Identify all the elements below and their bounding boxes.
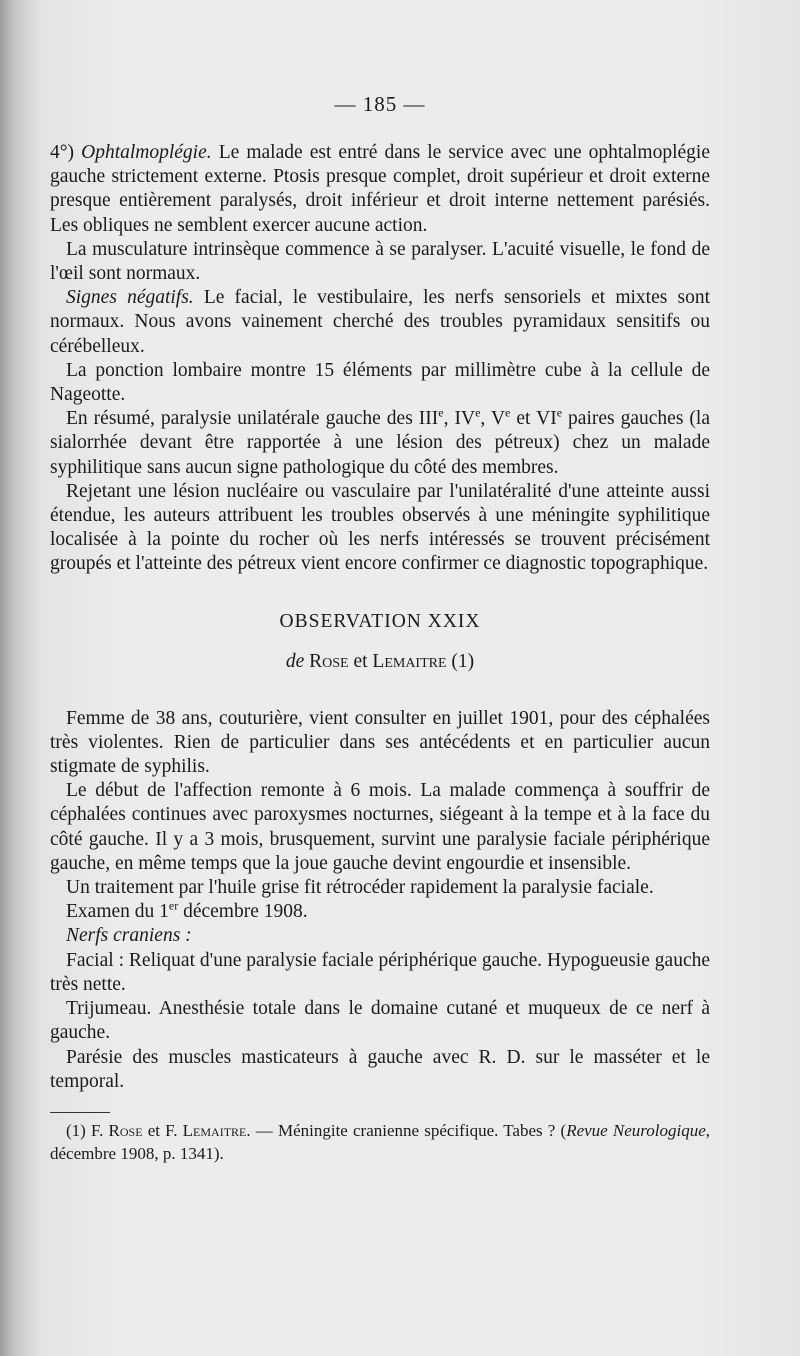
- paragraph-musculature: La musculature intrinsèque commence à se paralyser. L'acuité visuelle, le fond de l'œil sont normaux.: [50, 238, 710, 285]
- footnote-rule: [50, 1112, 110, 1113]
- paragraph-trijumeau: Trijumeau. Anesthésie totale dans le domaine cutané et muqueux de ce nerf à gauche.: [50, 998, 710, 1044]
- paragraph-signes-negatifs: Signes négatifs. Le facial, le vestibulaire, les nerfs sensoriels et mixtes sont normaux. Nous avons vainement cherché des troubles pyramidaux sensitifs ou cérébelleux.: [50, 287, 710, 357]
- paragraph-debut: Le début de l'affection remonte à 6 mois. La malade commença à souffrir de céphalées continues avec paroxysmes nocturnes, siégeant à la tempe et à la face du côté gauche. Il y a 3 mois, brusquement, survint une paralysie faciale périphérique gauche, en même temps que la joue gauche devint engourdie et insensible.: [50, 780, 710, 874]
- nerfs-craniens-heading: Nerfs craniens :: [66, 925, 192, 947]
- signes-negatifs-heading: Signes négatifs.: [66, 287, 194, 309]
- observation-title: OBSERVATION XXIX: [279, 610, 481, 632]
- paragraph-paresie: Parésie des muscles masticateurs à gauche avec R. D. sur le masséter et le temporal.: [50, 1046, 710, 1092]
- ophtalmoplegie-heading: Ophtalmoplégie.: [81, 142, 212, 163]
- paragraph-examen: Examen du 1er décembre 1908.: [66, 898, 308, 923]
- paragraph-ophtalmoplegie: 4°) Ophtalmoplégie. Le malade est entré dans le service avec une ophtalmoplégie gauche strictement externe. Ptosis presque complet, droit supérieur et droit externe presque entièrement paralysés, droit inférieur et droit interne nettement parésiés. Les obliques ne semblent exercer aucune action.: [50, 142, 710, 236]
- paragraph-resume: En résumé, paralysie unilatérale gauche des IIIe, IVe, Ve et VIe paires gauches (la sialorrhée devant être rapportée à une lésion des pétreux) chez un malade syphilitique sans aucun signe pathologique du côté des membres.: [50, 405, 711, 478]
- footnote-ref: (1): [446, 650, 475, 672]
- paragraph-facial: Facial : Reliquat d'une paralysie faciale périphérique gauche. Hypogueusie gauche très nette.: [50, 949, 710, 995]
- paragraph-ponction: La ponction lombaire montre 15 éléments par millimètre cube à la cellule de Nageotte.: [50, 359, 710, 406]
- page-content: [50, 92, 710, 1165]
- paragraph-femme: Femme de 38 ans, couturière, vient consulter en juillet 1901, pour des céphalées très violentes. Rien de particulier dans ses antécédents et en particulier aucun stigmate de syphilis.: [50, 707, 710, 778]
- paragraph-traitement: Un traitement par l'huile grise fit rétrocéder rapidement la paralysie faciale.: [66, 877, 654, 899]
- observation-authors: de Rose et Lemaitre (1): [285, 650, 475, 672]
- footnote: (1) F. Rose et F. Lemaitre. — Méningite cranienne spécifique. Tabes ? (Revue Neurologique, décembre 1908, p. 1341).: [50, 1120, 710, 1163]
- page-number: — 185 —: [334, 92, 426, 116]
- paragraph-rejetant: Rejetant une lésion nucléaire ou vasculaire par l'unilatéralité d'une atteinte aussi étendue, les auteurs attribuent les troubles observés à une méningite syphilitique localisée à la pointe du rocher où les nerfs intéressés se trouvent précisément groupés et l'atteinte des pétreux vient encore confirmer ce diagnostic topographique.: [50, 480, 710, 575]
